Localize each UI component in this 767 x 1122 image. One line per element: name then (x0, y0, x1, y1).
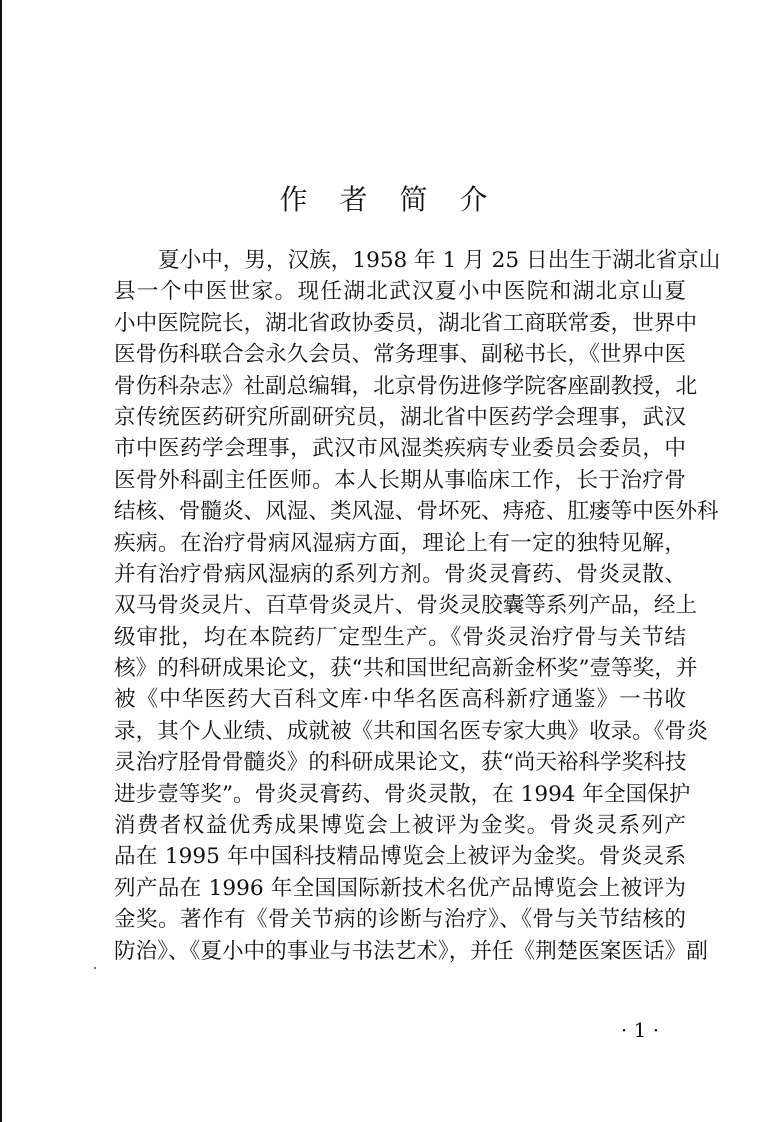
text-line: 医骨外科副主任医师。本人长期从事临床工作，长于治疗骨 (114, 467, 686, 493)
text-line: 并有治疗骨病风湿病的系列方剂。骨炎灵膏药、骨炎灵散、 (114, 561, 686, 587)
page-title (0, 180, 767, 220)
text-line: 骨伤科杂志》社副总编辑，北京骨伤进修学院客座副教授，北 (114, 373, 698, 399)
text-line: 被《中华医药大百科文库·中华名医高科新疗通鉴》一书收 (114, 687, 686, 713)
text-line: 小中医院院长，湖北省政协委员，湖北省工商联常委，世界中 (114, 310, 698, 336)
title-char: 简 (399, 183, 428, 216)
text-line: 防治》、《夏小中的事业与书法艺术》，并任《荆楚医案医话》副 (114, 938, 708, 964)
text-line: 核》的科研成果论文，获“共和国世纪高新金杯奖”壹等奖，并 (114, 656, 698, 682)
text-line: 夏小中，男，汉族，1958 年 1 月 25 日出生于湖北省京山 (158, 248, 721, 273)
text-line: 品在 1995 年中国科技精品博览会上被评为金奖。骨炎灵系 (114, 844, 686, 870)
page-number: · 1 · (620, 1018, 660, 1042)
text-line: 结核、骨髓炎、风湿、类风湿、骨坏死、痔疮、肛瘘等中医外科 (114, 499, 719, 525)
title-char: 介 (459, 183, 488, 216)
title-char: 者 (339, 183, 368, 216)
text-line: 疾病。在治疗骨病风湿病方面，理论上有一定的独特见解， (114, 530, 686, 556)
text-line: 京传统医药研究所副研究员，湖北省中医药学会理事，武汉 (114, 404, 686, 430)
text-line: 灵治疗胫骨骨髓炎》的科研成果论文，获“尚天裕科学奖科技 (114, 750, 687, 776)
author-bio-paragraph (114, 245, 721, 967)
text-line: 医骨伤科联合会永久会员、常务理事、副秘书长，《世界中医 (114, 342, 687, 368)
text-line: 进步壹等奖”。骨炎灵膏药、骨炎灵散，在 1994 年全国保护 (114, 781, 691, 807)
text-line: 市中医药学会理事，武汉市风湿类疾病专业委员会委员，中 (114, 436, 686, 462)
text-line: 列产品在 1996 年全国国际新技术名优产品博览会上被评为 (114, 875, 686, 901)
text-line: 录，其个人业绩、成就被《共和国名医专家大典》收录。《骨炎 (114, 718, 708, 744)
text-line: 级审批，均在本院药厂定型生产。《骨炎灵治疗骨与关节结 (114, 624, 686, 650)
text-line: 消费者权益优秀成果博览会上被评为金奖。骨炎灵系列产 (114, 813, 686, 839)
title-char: 作 (279, 183, 308, 216)
text-line: 双马骨炎灵片、百草骨炎灵片、骨炎灵胶囊等系列产品，经上 (114, 593, 698, 619)
text-line: 县一个中医世家。现任湖北武汉夏小中医院和湖北京山夏 (114, 279, 686, 305)
text-line: 金奖。著作有《骨关节病的诊断与治疗》、《骨与关节结核的 (114, 907, 686, 933)
page-left-edge (0, 0, 2, 1122)
scan-speck (94, 967, 96, 969)
